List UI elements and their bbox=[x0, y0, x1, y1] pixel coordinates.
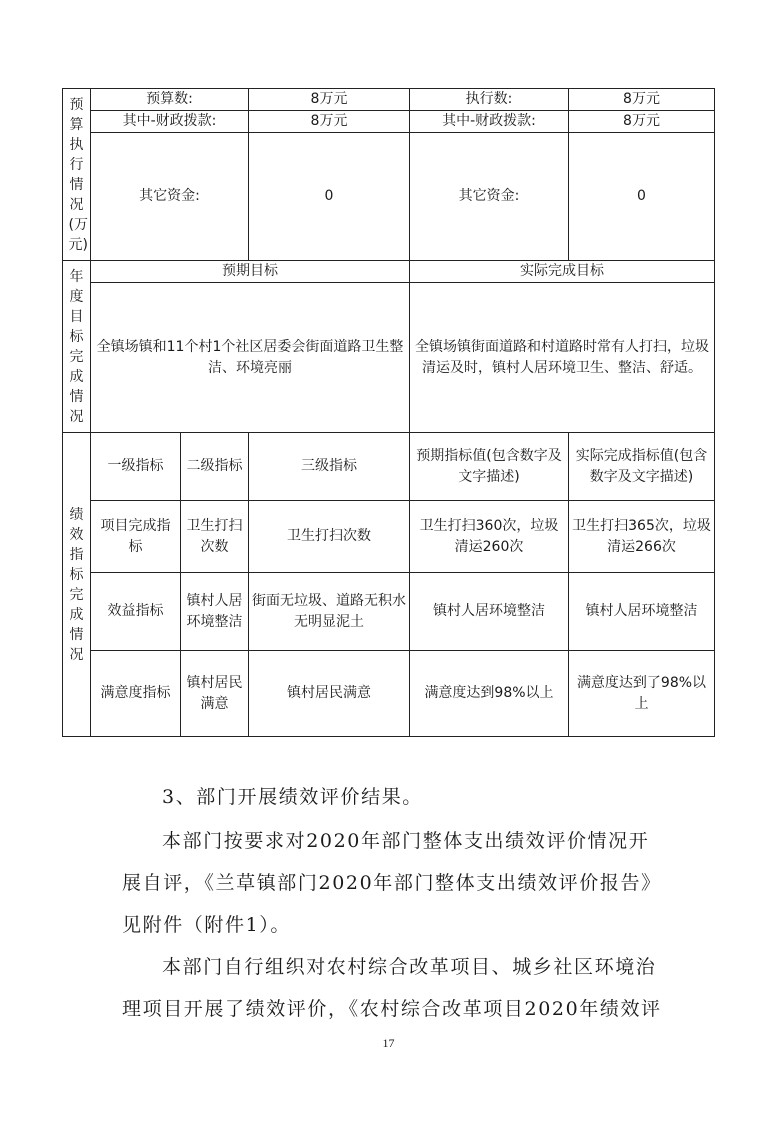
page-number: 17 bbox=[382, 1036, 395, 1050]
section-heading: 3、部门开展绩效评价结果。 bbox=[162, 786, 423, 808]
fiscal-label-2: 其中-财政拨款: bbox=[410, 111, 569, 133]
row1-actual: 卫生打扫365次，垃圾清运266次 bbox=[569, 501, 715, 573]
fiscal-label: 其中-财政拨款: bbox=[91, 111, 249, 133]
expected-goal-header: 预期目标 bbox=[91, 261, 410, 283]
exec-value: 8万元 bbox=[569, 89, 715, 111]
row3-expected: 满意度达到98%以上 bbox=[410, 651, 569, 737]
other-label: 其它资金: bbox=[91, 133, 249, 261]
row2-actual: 镇村人居环境整洁 bbox=[569, 573, 715, 651]
header-level1: 一级指标 bbox=[91, 433, 181, 501]
paragraph-1-line-1: 本部门按要求对2020年部门整体支出绩效评价情况开 bbox=[162, 830, 650, 852]
row2-expected: 镇村人居环境整洁 bbox=[410, 573, 569, 651]
exec-label: 执行数: bbox=[410, 89, 569, 111]
performance-side-label: 绩效指标完成情况 bbox=[63, 433, 91, 737]
row2-level2: 镇村人居环境整洁 bbox=[181, 573, 249, 651]
budget-value: 8万元 bbox=[249, 89, 410, 111]
fiscal-value-2: 8万元 bbox=[569, 111, 715, 133]
actual-goal-header: 实际完成目标 bbox=[410, 261, 715, 283]
row3-level3: 镇村居民满意 bbox=[249, 651, 410, 737]
other-value: 0 bbox=[249, 133, 410, 261]
paragraph-2-line-2: 理项目开展了绩效评价，《农村综合改革项目2020年绩效评 bbox=[122, 998, 662, 1020]
other-label-2: 其它资金: bbox=[410, 133, 569, 261]
row2-level3: 街面无垃圾、道路无积水无明显泥土 bbox=[249, 573, 410, 651]
header-actual-value: 实际完成指标值(包含数字及文字描述) bbox=[569, 433, 715, 501]
goals-side-label: 年度目标完成情况 bbox=[63, 261, 91, 433]
budget-label: 预算数: bbox=[91, 89, 249, 111]
header-level3: 三级指标 bbox=[249, 433, 410, 501]
expected-goal-text: 全镇场镇和11个村1个社区居委会街面道路卫生整洁、环境亮丽 bbox=[91, 283, 410, 433]
row3-level1: 满意度指标 bbox=[91, 651, 181, 737]
row1-expected: 卫生打扫360次，垃圾清运260次 bbox=[410, 501, 569, 573]
fiscal-value: 8万元 bbox=[249, 111, 410, 133]
row1-level3: 卫生打扫次数 bbox=[249, 501, 410, 573]
performance-table bbox=[62, 88, 715, 737]
row3-actual: 满意度达到了98%以上 bbox=[569, 651, 715, 737]
header-level2: 二级指标 bbox=[181, 433, 249, 501]
header-expected-value: 预期指标值(包含数字及文字描述) bbox=[410, 433, 569, 501]
row1-level1: 项目完成指标 bbox=[91, 501, 181, 573]
budget-side-label: 预算执行情况(万元) bbox=[63, 89, 91, 261]
paragraph-1-line-2: 展自评，《兰草镇部门2020年部门整体支出绩效评价报告》 bbox=[122, 872, 662, 894]
paragraph-1-line-3: 见附件（附件1）。 bbox=[122, 914, 291, 936]
paragraph-2-line-1: 本部门自行组织对农村综合改革项目、城乡社区环境治 bbox=[162, 956, 657, 978]
row1-level2: 卫生打扫次数 bbox=[181, 501, 249, 573]
row3-level2: 镇村居民满意 bbox=[181, 651, 249, 737]
other-value-2: 0 bbox=[569, 133, 715, 261]
actual-goal-text: 全镇场镇街面道路和村道路时常有人打扫，垃圾清运及时，镇村人居环境卫生、整洁、舒适。 bbox=[410, 283, 715, 433]
row2-level1: 效益指标 bbox=[91, 573, 181, 651]
